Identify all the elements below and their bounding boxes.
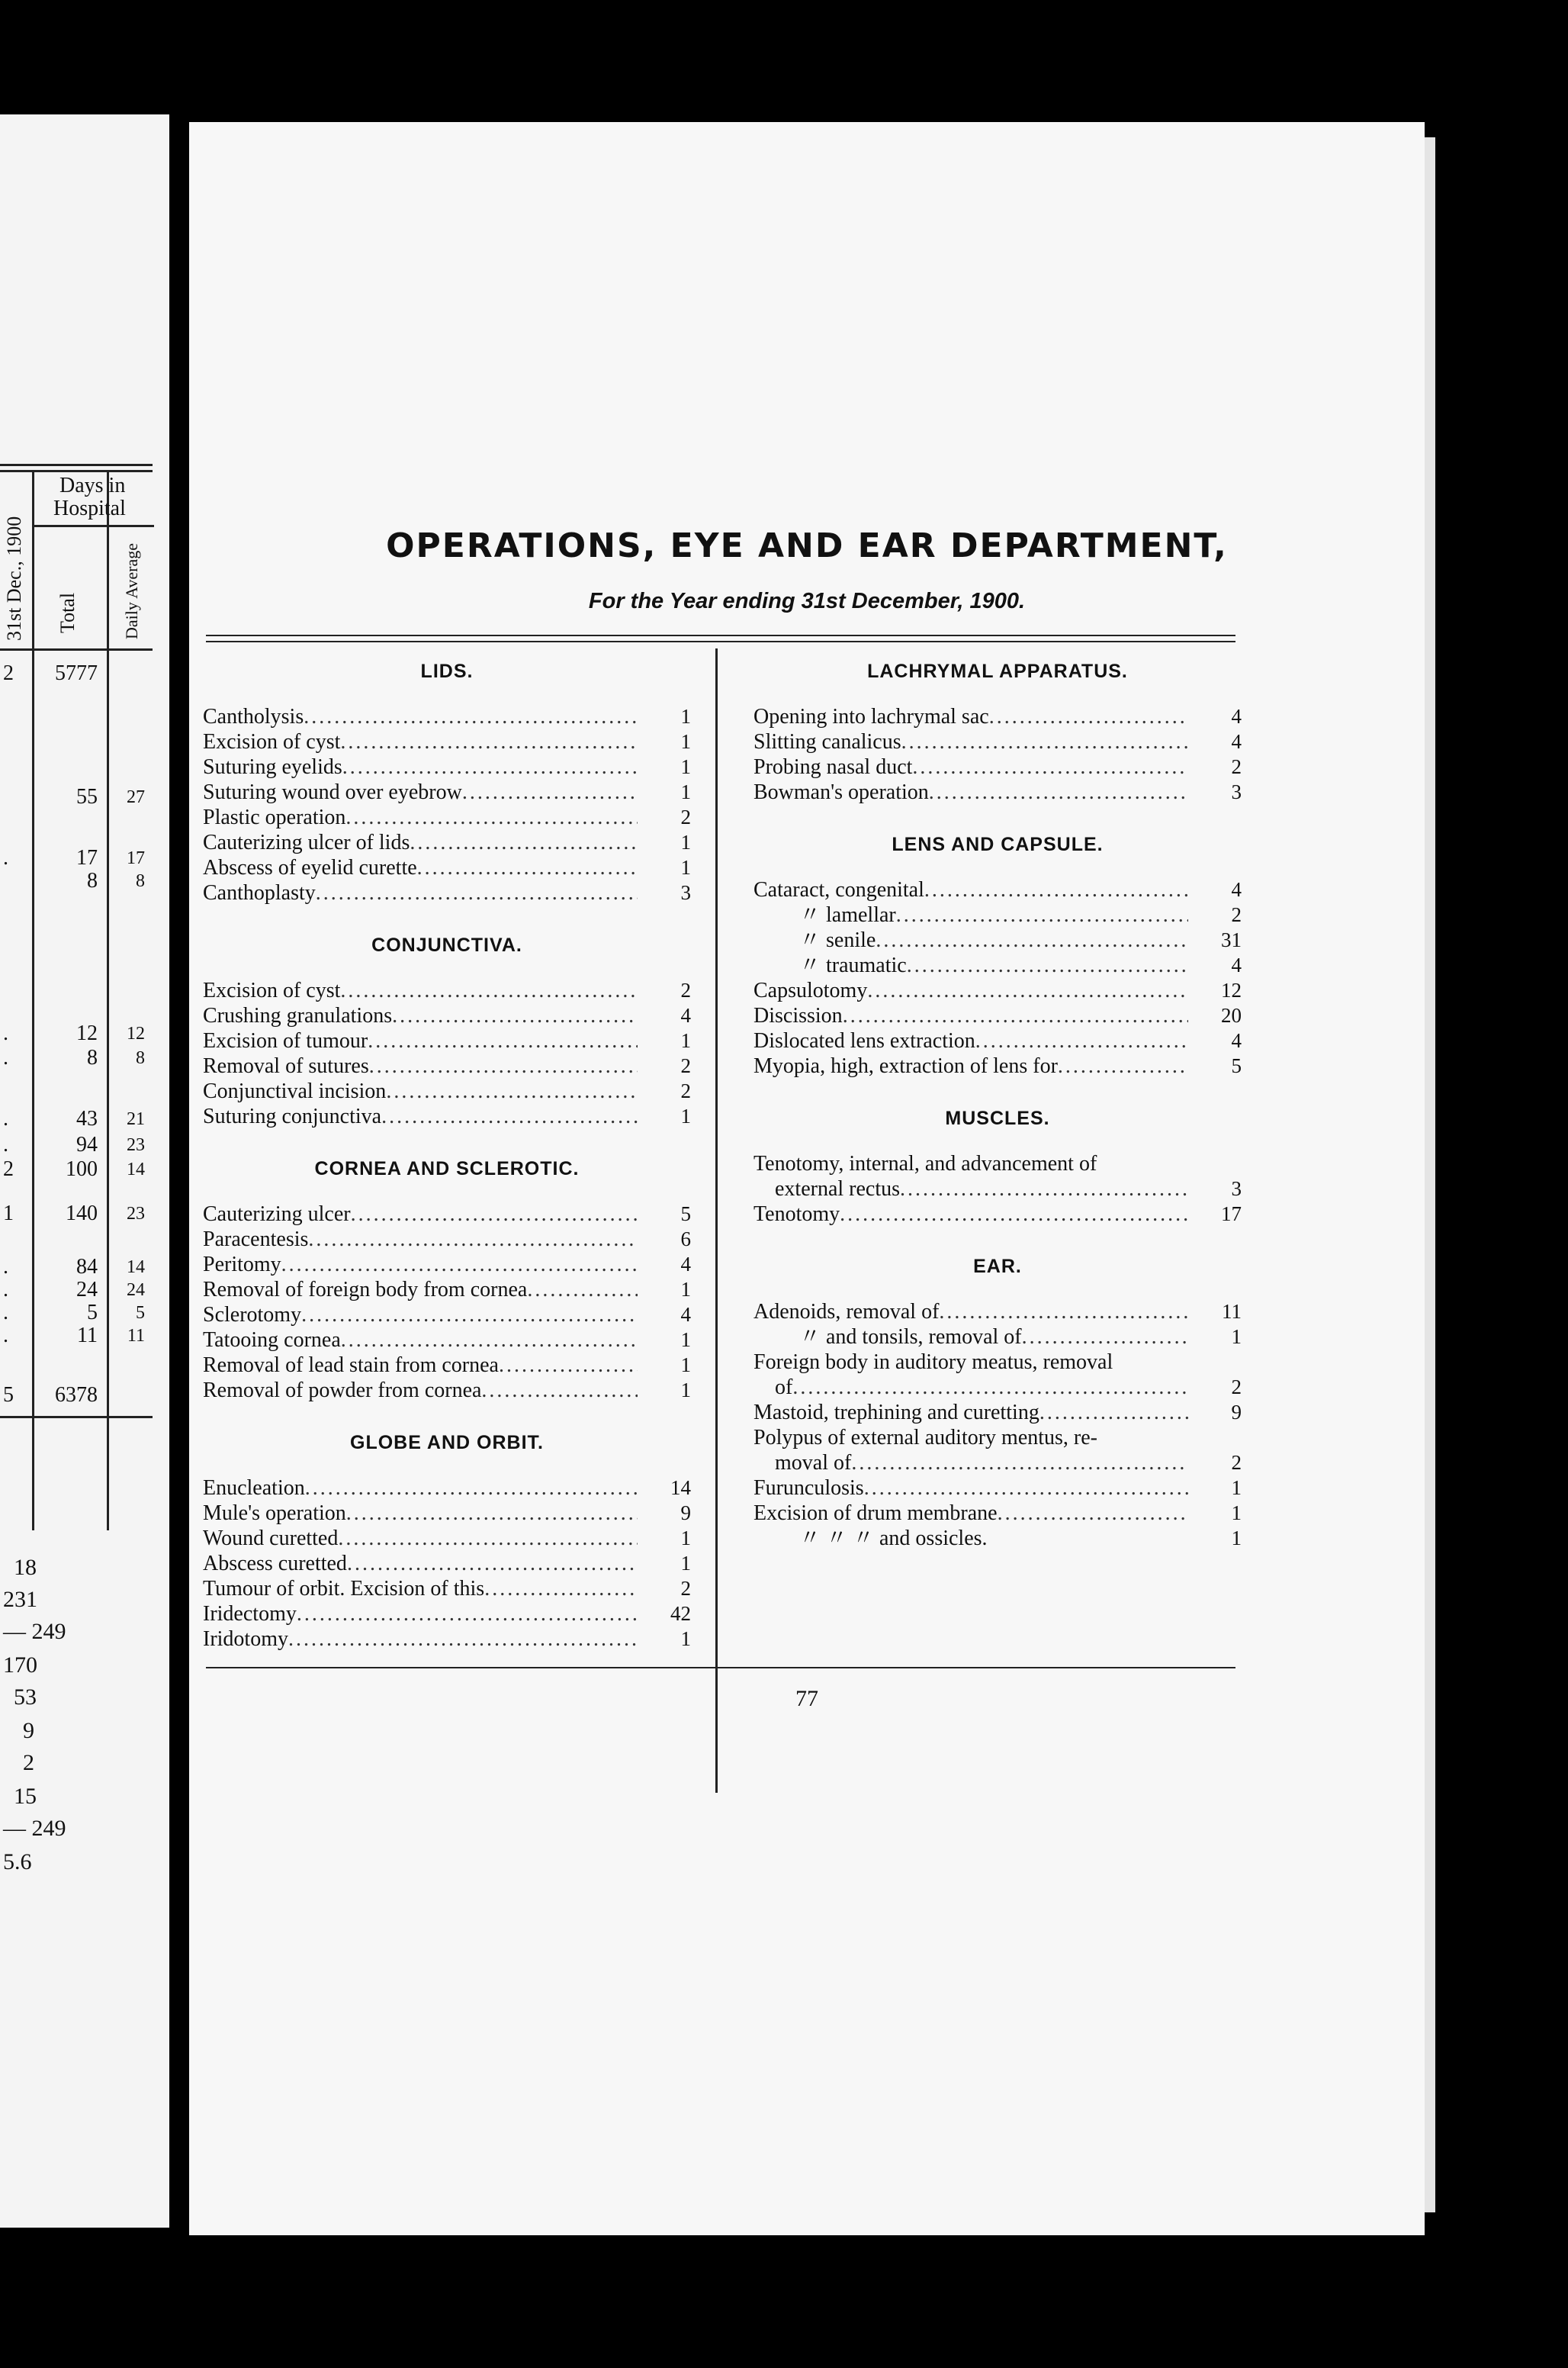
row-marker: . <box>3 1133 8 1157</box>
operation-row <box>203 1378 691 1403</box>
operation-row <box>203 1353 691 1378</box>
column-divider <box>715 648 718 1793</box>
operation-count: 14 <box>670 1476 691 1499</box>
operation-label: Capsulotomy <box>753 979 868 1002</box>
operation-count: 1 <box>680 1527 691 1549</box>
operation-count: 2 <box>1231 903 1242 926</box>
operation-row <box>203 1252 691 1277</box>
report-page <box>189 122 1425 2235</box>
leader-dots <box>386 1079 638 1104</box>
row-total: 55 <box>76 785 98 809</box>
operation-row <box>753 1375 1242 1400</box>
leader-dots <box>939 1299 1188 1324</box>
operation-label: Crushing granulations <box>203 1004 393 1028</box>
operation-row <box>753 1350 1242 1375</box>
operation-count: 1 <box>680 755 691 778</box>
operation-count: 3 <box>1231 780 1242 803</box>
leader-dots <box>1058 1054 1188 1079</box>
header-hospital: Hospital <box>53 497 126 520</box>
operation-row <box>753 1176 1242 1202</box>
operation-row <box>753 1151 1242 1176</box>
operation-row <box>203 1475 691 1501</box>
operation-row <box>203 1501 691 1526</box>
operation-row <box>753 1202 1242 1227</box>
operation-label: Abscess curetted <box>203 1552 347 1575</box>
row-total: 100 <box>66 1157 98 1181</box>
operation-row <box>753 1501 1242 1526</box>
operation-row <box>203 1277 691 1302</box>
title-rule-bottom <box>206 641 1235 642</box>
operation-label: 〃 traumatic <box>799 954 907 977</box>
operation-label: Conjunctival incision <box>203 1079 387 1103</box>
leader-dots <box>989 704 1188 729</box>
operation-count: 1 <box>680 831 691 854</box>
leader-dots <box>410 830 638 855</box>
row-daily-average: 24 <box>127 1280 145 1300</box>
row-total: 12 <box>76 1022 98 1045</box>
operation-label: Cataract, congenital <box>753 878 924 902</box>
operation-count: 1 <box>680 705 691 728</box>
operation-count: 20 <box>1221 1004 1242 1027</box>
row-marker: . <box>3 1278 8 1301</box>
row-daily-average: 8 <box>136 1048 145 1068</box>
operation-row <box>203 978 691 1003</box>
leader-dots <box>346 1501 638 1526</box>
column-divider <box>32 470 34 1530</box>
operation-count: 31 <box>1221 928 1242 951</box>
operation-count: 4 <box>680 1303 691 1326</box>
operation-row <box>203 1302 691 1327</box>
operation-label: Foreign body in auditory meatus, removal <box>753 1350 1113 1374</box>
operation-row <box>203 780 691 805</box>
row-marker: 5 <box>3 1383 14 1407</box>
leader-dots <box>998 1501 1188 1526</box>
operation-label: Probing nasal duct <box>753 755 913 779</box>
leader-dots <box>301 1302 638 1327</box>
operation-count: 1 <box>680 1105 691 1128</box>
leader-dots <box>340 729 638 754</box>
row-daily-average: 14 <box>127 1160 145 1179</box>
operation-label: Excision of drum membrane <box>753 1501 998 1525</box>
operation-count: 4 <box>1231 878 1242 901</box>
operation-label: Tenotomy <box>753 1202 840 1226</box>
row-marker: 1 <box>3 1202 14 1225</box>
header-days: Days in <box>59 474 126 497</box>
operation-row <box>753 1450 1242 1475</box>
leader-dots <box>929 780 1188 805</box>
operation-label: Removal of sutures <box>203 1054 369 1078</box>
leader-dots <box>305 1475 638 1501</box>
summary-figure: 9 <box>23 1718 34 1743</box>
header-total: Total <box>56 592 79 633</box>
section-heading: LACHRYMAL APPARATUS. <box>867 661 1128 682</box>
row-daily-average: 14 <box>127 1257 145 1277</box>
operation-label: Removal of foreign body from cornea <box>203 1278 528 1301</box>
leader-dots <box>851 1450 1188 1475</box>
operation-count: 9 <box>1231 1401 1242 1424</box>
summary-figure: 18 <box>14 1555 37 1580</box>
operation-label: Peritomy <box>203 1253 281 1276</box>
operation-row <box>753 978 1242 1003</box>
leader-dots <box>304 704 638 729</box>
operation-row <box>203 1079 691 1104</box>
operation-count: 2 <box>680 1079 691 1102</box>
operation-label: of <box>775 1375 793 1399</box>
leader-dots <box>876 928 1188 953</box>
operation-label: Polypus of external auditory mentus, re- <box>753 1426 1098 1449</box>
section-heading: EAR. <box>973 1256 1022 1277</box>
leader-dots <box>840 1202 1188 1227</box>
right-operations-column <box>753 661 1242 1551</box>
operation-count: 11 <box>1222 1300 1242 1323</box>
operation-label: Cantholysis <box>203 705 304 729</box>
operation-row <box>753 754 1242 780</box>
row-daily-average: 23 <box>127 1204 145 1224</box>
operation-row <box>753 729 1242 754</box>
leader-dots <box>288 1626 638 1652</box>
operation-count: 1 <box>680 1328 691 1351</box>
operation-label: 〃 lamellar <box>799 903 896 927</box>
row-daily-average: 12 <box>127 1024 145 1044</box>
leader-dots <box>341 1327 638 1353</box>
operation-label: Canthoplasty <box>203 881 316 905</box>
operation-label: Tatooing cornea <box>203 1328 341 1352</box>
row-total: 8 <box>87 1046 98 1070</box>
operation-row <box>753 1526 1242 1551</box>
row-marker: . <box>3 1255 8 1279</box>
leader-dots <box>369 1054 638 1079</box>
operation-label: Plastic operation <box>203 806 346 829</box>
leader-dots <box>342 754 638 780</box>
operation-label: Cauterizing ulcer <box>203 1202 351 1226</box>
operation-count: 1 <box>1231 1476 1242 1499</box>
operation-count: 1 <box>680 1278 691 1301</box>
leader-dots <box>912 754 1188 780</box>
row-daily-average: 21 <box>127 1109 145 1129</box>
operation-row <box>203 805 691 830</box>
leader-dots <box>392 1003 638 1028</box>
row-total: 24 <box>76 1278 98 1301</box>
left-operations-column <box>203 661 691 1652</box>
leader-dots <box>1039 1400 1188 1425</box>
summary-figure: 15 <box>14 1784 37 1809</box>
leader-dots <box>975 1028 1188 1054</box>
operation-label: Sclerotomy <box>203 1303 302 1327</box>
operation-label: external rectus <box>775 1177 901 1201</box>
leader-dots <box>297 1601 638 1626</box>
operation-label: Excision of tumour <box>203 1029 368 1053</box>
row-daily-average: 11 <box>127 1326 145 1346</box>
operation-label: Wound curetted <box>203 1527 339 1550</box>
operation-row <box>203 704 691 729</box>
operation-row <box>203 880 691 906</box>
row-total: 11 <box>77 1324 98 1347</box>
row-total: 140 <box>66 1202 98 1225</box>
operation-label: Suturing conjunctiva <box>203 1105 382 1128</box>
operation-row <box>203 1327 691 1353</box>
operation-label: Iridectomy <box>203 1602 297 1626</box>
operation-label: 〃 and tonsils, removal of <box>799 1325 1022 1349</box>
leader-dots <box>338 1526 638 1551</box>
leader-dots <box>907 953 1188 978</box>
summary-figure: — 249 <box>3 1619 66 1644</box>
operation-count: 4 <box>1231 730 1242 753</box>
operation-count: 4 <box>1231 954 1242 976</box>
section-heading: LENS AND CAPSULE. <box>892 834 1104 855</box>
leader-dots <box>351 1202 638 1227</box>
leader-dots <box>896 902 1188 928</box>
operation-label: Suturing wound over eyebrow <box>203 780 462 804</box>
leader-dots <box>340 978 638 1003</box>
row-marker: 2 <box>3 661 14 685</box>
operation-label: Mastoid, trephining and curetting <box>753 1401 1039 1424</box>
operation-row <box>753 877 1242 902</box>
operation-label: moval of <box>775 1451 852 1475</box>
summary-figure: 170 <box>3 1652 37 1678</box>
operation-count: 12 <box>1221 979 1242 1002</box>
operation-row <box>203 1576 691 1601</box>
operation-row <box>753 953 1242 978</box>
leader-dots <box>1022 1324 1188 1350</box>
header-rule <box>32 525 154 527</box>
section-heading: MUSCLES. <box>945 1108 1050 1129</box>
operation-row <box>753 1299 1242 1324</box>
operation-count: 2 <box>1231 1375 1242 1398</box>
leader-dots <box>843 1003 1188 1028</box>
operation-row <box>203 830 691 855</box>
operation-row <box>753 1028 1242 1054</box>
row-marker: . <box>3 1107 8 1131</box>
operation-label: 〃 〃 〃 and ossicles. <box>799 1527 988 1550</box>
operation-count: 2 <box>680 806 691 828</box>
row-total: 84 <box>76 1255 98 1279</box>
operation-row <box>203 1551 691 1576</box>
summary-figure: 231 <box>3 1587 37 1612</box>
operation-row <box>203 1104 691 1129</box>
row-daily-average: 5 <box>136 1303 145 1323</box>
operation-label: Excision of cyst <box>203 730 341 754</box>
section-heading: GLOBE AND ORBIT. <box>350 1432 544 1453</box>
operation-count: 4 <box>680 1004 691 1027</box>
header-daily-average: Daily Average <box>122 542 141 639</box>
operation-count: 6 <box>680 1227 691 1250</box>
leader-dots <box>792 1375 1188 1400</box>
operation-row <box>203 1202 691 1227</box>
operation-count: 1 <box>680 730 691 753</box>
leader-dots <box>901 729 1188 754</box>
leader-dots <box>281 1252 638 1277</box>
summary-figure: — 249 <box>3 1816 66 1841</box>
page-title: OPERATIONS, EYE AND EAR DEPARTMENT, <box>386 526 1228 565</box>
operation-label: Suturing eyelids <box>203 755 342 779</box>
operation-count: 5 <box>1231 1054 1242 1077</box>
leader-dots <box>484 1576 638 1601</box>
leader-dots <box>308 1227 638 1252</box>
leader-dots <box>462 780 638 805</box>
operation-row <box>203 1003 691 1028</box>
operation-count: 9 <box>680 1501 691 1524</box>
row-marker: . <box>3 1022 8 1045</box>
operation-count: 3 <box>1231 1177 1242 1200</box>
operation-row <box>753 1054 1242 1079</box>
row-daily-average: 27 <box>127 787 145 807</box>
leader-dots <box>900 1176 1188 1202</box>
operation-label: Iridotomy <box>203 1627 288 1651</box>
title-rule-top <box>206 635 1235 636</box>
row-daily-average: 17 <box>127 848 145 868</box>
operation-label: Excision of cyst <box>203 979 341 1002</box>
row-total: 5777 <box>55 661 98 685</box>
operation-count: 2 <box>1231 755 1242 778</box>
row-marker: . <box>3 1324 8 1347</box>
operation-row <box>753 928 1242 953</box>
leader-dots <box>867 978 1188 1003</box>
header-date: 31st Dec., 1900 <box>3 516 25 641</box>
operation-row <box>203 754 691 780</box>
operation-count: 1 <box>680 780 691 803</box>
row-daily-average: 8 <box>136 871 145 891</box>
operation-count: 1 <box>1231 1527 1242 1549</box>
operation-count: 1 <box>680 1379 691 1401</box>
leader-dots <box>481 1378 638 1403</box>
operation-count: 2 <box>1231 1451 1242 1474</box>
leader-dots <box>417 855 638 880</box>
operation-count: 2 <box>680 979 691 1002</box>
section-heading: LIDS. <box>420 661 474 682</box>
leader-dots <box>368 1028 638 1054</box>
table-top-rule-2 <box>0 470 153 472</box>
operation-count: 1 <box>680 1353 691 1376</box>
operation-row <box>203 1028 691 1054</box>
leader-dots <box>527 1277 638 1302</box>
section-heading: CORNEA AND SCLEROTIC. <box>314 1158 580 1179</box>
leader-dots <box>499 1353 638 1378</box>
operation-count: 1 <box>1231 1501 1242 1524</box>
operation-count: 42 <box>670 1602 691 1625</box>
operation-count: 4 <box>1231 1029 1242 1052</box>
operation-label: Tumour of orbit. Excision of this <box>203 1577 485 1601</box>
operation-count: 17 <box>1221 1202 1242 1225</box>
summary-figure: 53 <box>14 1684 37 1710</box>
operation-row <box>203 729 691 754</box>
section-heading: CONJUNCTIVA. <box>371 935 522 956</box>
operation-count: 1 <box>680 1029 691 1052</box>
operation-label: Furunculosis <box>753 1476 864 1500</box>
row-total: 17 <box>76 846 98 870</box>
operation-label: Discission <box>753 1004 843 1028</box>
operation-row <box>753 704 1242 729</box>
operation-row <box>753 1475 1242 1501</box>
operation-label: Removal of powder from cornea <box>203 1379 482 1402</box>
row-total: 6378 <box>55 1383 98 1407</box>
operation-row <box>753 1400 1242 1425</box>
operation-row <box>753 780 1242 805</box>
operation-label: Enucleation <box>203 1476 305 1500</box>
operation-row <box>753 902 1242 928</box>
leader-dots <box>316 880 638 906</box>
operation-count: 1 <box>680 856 691 879</box>
operation-count: 1 <box>1231 1325 1242 1348</box>
operation-label: Removal of lead stain from cornea <box>203 1353 499 1377</box>
leader-dots <box>345 805 638 830</box>
operation-count: 2 <box>680 1577 691 1600</box>
operation-count: 2 <box>680 1054 691 1077</box>
operation-label: Slitting canalicus <box>753 730 901 754</box>
page-subtitle: For the Year ending 31st December, 1900. <box>588 589 1026 613</box>
operation-label: 〃 senile <box>799 928 876 952</box>
operation-count: 4 <box>1231 705 1242 728</box>
row-total: 94 <box>76 1133 98 1157</box>
operation-count: 5 <box>680 1202 691 1225</box>
operation-label: Cauterizing ulcer of lids <box>203 831 410 854</box>
operation-row <box>203 1626 691 1652</box>
row-total: 5 <box>87 1301 98 1324</box>
operation-count: 3 <box>680 881 691 904</box>
summary-figure: 2 <box>23 1750 34 1775</box>
table-top-rule <box>0 464 153 466</box>
operation-row <box>203 1054 691 1079</box>
operation-label: Adenoids, removal of <box>753 1300 940 1324</box>
leader-dots <box>864 1475 1188 1501</box>
operation-row <box>753 1003 1242 1028</box>
operation-count: 1 <box>680 1552 691 1575</box>
operation-label: Paracentesis <box>203 1227 309 1251</box>
operation-row <box>753 1324 1242 1350</box>
operation-count: 1 <box>680 1627 691 1650</box>
leader-dots <box>347 1551 638 1576</box>
operation-label: Opening into lachrymal sac <box>753 705 989 729</box>
summary-figure: 5.6 <box>3 1849 32 1874</box>
operation-label: Abscess of eyelid curette <box>203 856 417 880</box>
operation-label: Tenotomy, internal, and advancement of <box>753 1152 1097 1176</box>
operation-count: 4 <box>680 1253 691 1276</box>
operation-label: Myopia, high, extraction of lens for <box>753 1054 1058 1078</box>
leader-dots <box>381 1104 638 1129</box>
operation-row <box>203 1227 691 1252</box>
table-bottom-rule <box>0 1416 153 1418</box>
row-marker: . <box>3 1301 8 1324</box>
row-marker: . <box>3 846 8 870</box>
row-marker: . <box>3 1046 8 1070</box>
operation-row <box>203 1601 691 1626</box>
operation-row <box>203 855 691 880</box>
row-total: 8 <box>87 869 98 893</box>
column-divider <box>107 470 109 1530</box>
row-daily-average: 23 <box>127 1135 145 1155</box>
operation-label: Mule's operation <box>203 1501 346 1525</box>
operation-label: Bowman's operation <box>753 780 929 804</box>
header-bottom-rule <box>0 648 153 651</box>
operation-row <box>753 1425 1242 1450</box>
leader-dots <box>924 877 1188 902</box>
row-marker: 2 <box>3 1157 14 1181</box>
operation-row <box>203 1526 691 1551</box>
page-number: 77 <box>795 1686 818 1711</box>
operation-label: Dislocated lens extraction <box>753 1029 975 1053</box>
previous-page-fragment <box>0 114 169 2228</box>
row-total: 43 <box>76 1107 98 1131</box>
table-bottom-rule <box>206 1667 1235 1668</box>
